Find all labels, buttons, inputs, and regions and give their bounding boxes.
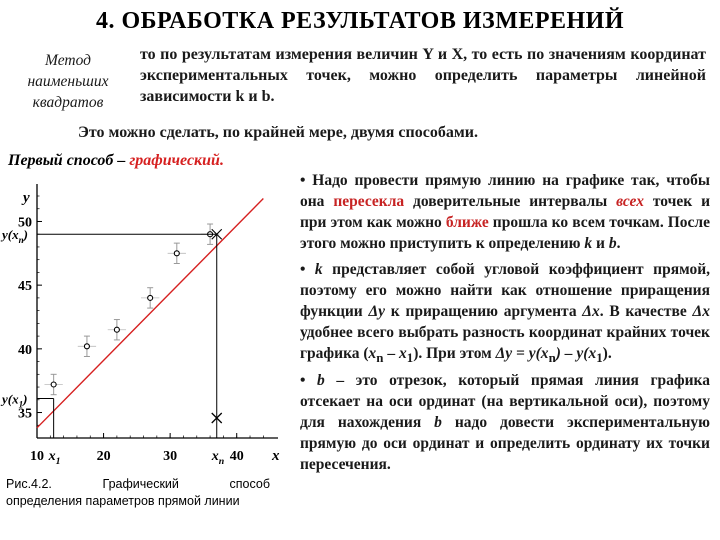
bullet-2: • k представляет собой угловой коэффициент прямой, поэтому его можно найти как отношение приращения функции Δy к приращению аргумента Δx. В качестве Δx удобнее всего выбрать разность координат крайних точек графика $(x_n - x_1)$. При этом $\Delta y = y(x_n) - y(x_1)$. xyxy=(300,261,710,366)
y-axis-label: y xyxy=(23,190,30,206)
caption-word3: способ xyxy=(229,477,270,491)
caption-line2: определения параметров прямой линии xyxy=(6,494,240,508)
method-label-line2: наименьших xyxy=(27,73,109,90)
y-tick-label: 40 xyxy=(18,342,32,358)
data-point xyxy=(114,327,119,332)
method-label-line1: Метод xyxy=(45,52,91,69)
x-tick-label: 40 xyxy=(229,449,244,464)
y-tick-label: 50 xyxy=(18,215,32,231)
intro-ways: Это можно сделать, по крайней мере, двумя способами. xyxy=(78,124,478,141)
intro-paragraph: то по результатам измерения величин Y и X, то есть по значениям координат экспериментальных точек, можно определить параметры линейной зависимости k и b. xyxy=(140,46,706,105)
method-name: графический. xyxy=(129,152,224,169)
x-tick-label: 10 xyxy=(30,449,44,464)
y1-label: $y(x_1)$ xyxy=(2,391,28,410)
method-label-line3: квадратов xyxy=(32,94,104,111)
chart xyxy=(0,176,290,476)
y-tick-label: 45 xyxy=(18,279,32,295)
method-label-text: Первый способ – xyxy=(8,152,130,169)
method-heading xyxy=(8,152,224,170)
page-title: 4. ОБРАБОТКА РЕЗУЛЬТАТОВ ИЗМЕРЕНИЙ xyxy=(95,8,625,34)
data-point xyxy=(51,382,56,387)
data-point xyxy=(148,295,153,300)
bullet-1: • Надо провести прямую линию на графике так, чтобы она пересекла доверительные интервалы всех точек и при этом как можно ближе прошла ко всем точкам. После этого можно приступить к определению k и b. xyxy=(300,172,711,252)
bullet-3: • b – это отрезок, который прямая линия графика отсекает на оси ординат (на вертикальной оси), поэтому для нахождения b надо довести экспериментальную прямую до оси ординат и определить ординату их точки пересечения. xyxy=(300,372,710,474)
data-point xyxy=(174,251,179,256)
method-label xyxy=(8,50,128,113)
x-axis-label: x xyxy=(272,448,280,464)
x1-label: $x_1$ xyxy=(48,449,61,467)
x-tick-label: 30 xyxy=(163,449,178,464)
y-tick-label: 35 xyxy=(18,406,32,422)
caption-word1: Рис.4.2. xyxy=(6,477,52,491)
bullet-list xyxy=(300,170,710,475)
x-tick-label: 20 xyxy=(96,449,111,464)
figure-caption xyxy=(6,476,270,510)
data-point xyxy=(84,344,89,349)
caption-word2: Графический xyxy=(102,477,179,491)
yn-label: $y(x_n)$ xyxy=(2,227,29,246)
xn-label: $x_n$ xyxy=(211,449,225,467)
fit-line xyxy=(37,199,263,428)
